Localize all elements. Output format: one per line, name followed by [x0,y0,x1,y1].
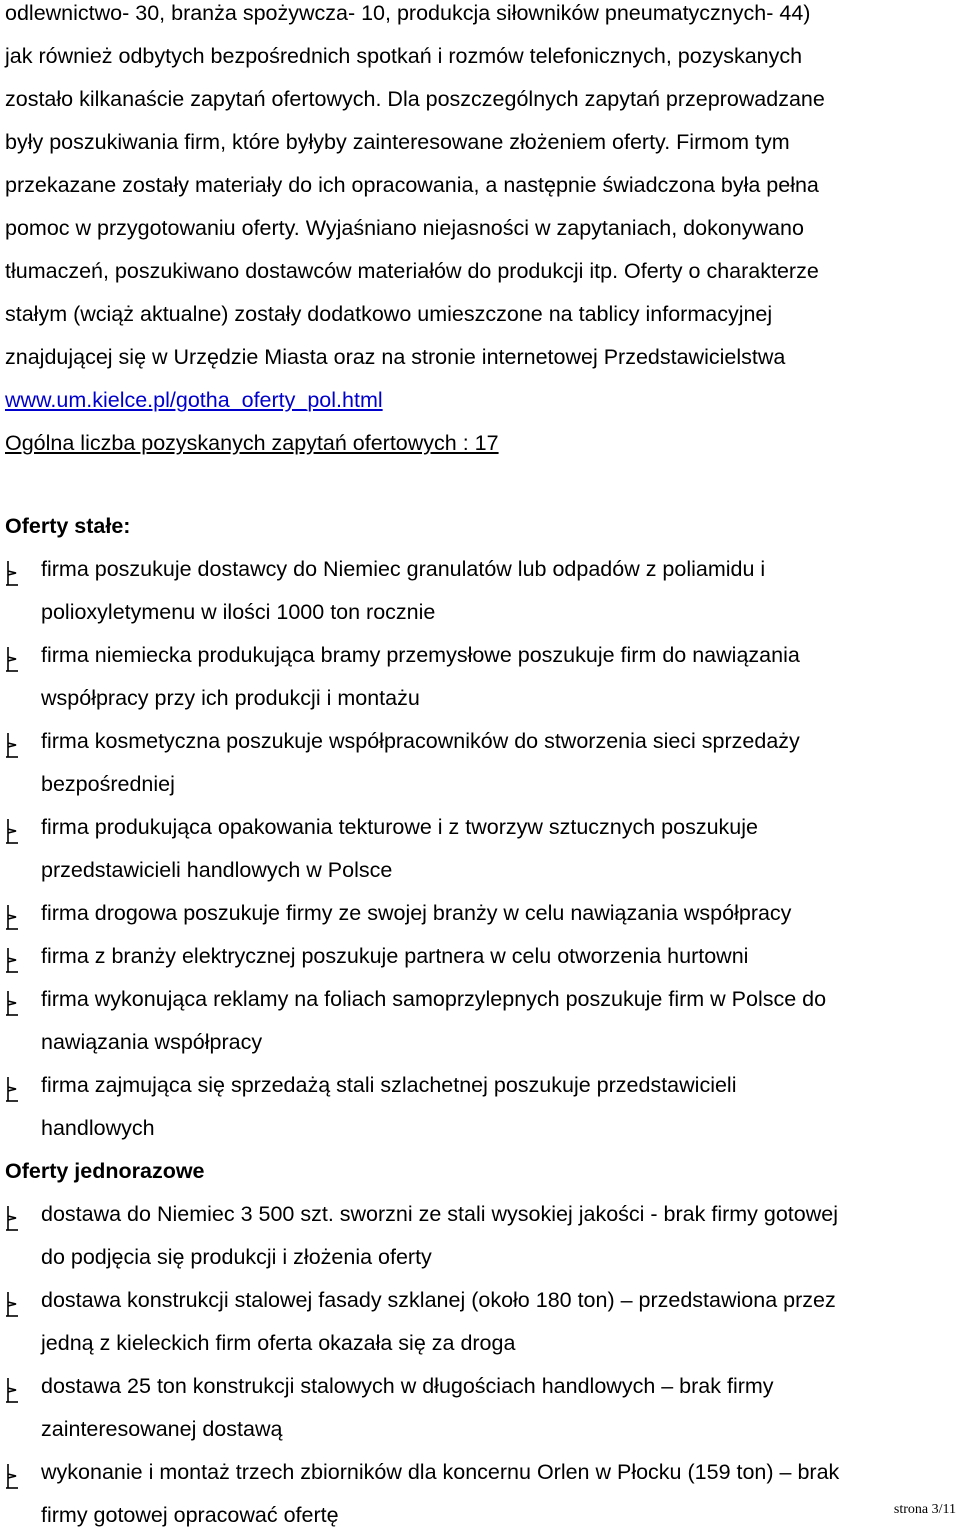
bullet-icon [5,560,19,586]
bullet-icon [5,1463,19,1489]
intro-line: zostało kilkanaście zapytań ofertowych. Dla poszczególnych zapytań przeprowadzane [5,87,825,111]
list-item-line: polioxyletymenu w ilości 1000 ton rocznie [41,600,436,624]
list-item [5,548,955,634]
onetime-offers-list [5,1193,955,1537]
intro-line: pomoc w przygotowaniu oferty. Wyjaśniano niejasności w zapytaniach, dokonywano [5,216,804,240]
list-item [5,1279,955,1365]
list-item-line: firmy gotowej opracować ofertę [41,1503,339,1527]
list-item-line: firma kosmetyczna poszukuje współpracowników do stworzenia sieci sprzedaży [41,729,800,753]
list-item [5,1365,955,1451]
list-item-line: dostawa do Niemiec 3 500 szt. sworzni ze stali wysokiej jakości - brak firmy gotowej [41,1202,838,1226]
list-item-line: przedstawicieli handlowych w Polsce [41,858,393,882]
list-item [5,1193,955,1279]
list-item-line: do podjęcia się produkcji i złożenia oferty [41,1245,432,1269]
intro-line: przekazane zostały materiały do ich opracowania, a następnie świadczona była pełna [5,173,819,197]
list-item [5,634,955,720]
list-item-line: firma zajmująca się sprzedażą stali szlachetnej poszukuje przedstawicieli [41,1073,737,1097]
bullet-icon [5,1377,19,1403]
bullet-icon [5,904,19,930]
list-item [5,806,955,892]
bullet-icon [5,818,19,844]
list-item-line: nawiązania współpracy [41,1030,263,1054]
intro-line: były poszukiwania firm, które byłyby zainteresowane złożeniem oferty. Firmom tym [5,130,790,154]
list-item-line: firma wykonująca reklamy na foliach samoprzylepnych poszukuje firm w Polsce do [41,987,827,1011]
page-number: strona 3/11 [893,1502,956,1517]
list-item-line: firma poszukuje dostawcy do Niemiec granulatów lub odpadów z poliamidu i [41,557,766,581]
document-page [5,0,955,1537]
list-item-line: dostawa konstrukcji stalowej fasady szklanej (około 180 ton) – przedstawiona przez [41,1288,836,1312]
spacer [5,465,955,505]
list-item-line: firma niemiecka produkująca bramy przemysłowe poszukuje firm do nawiązania [41,643,800,667]
intro-line: znajdującej się w Urzędzie Miasta oraz na stronie internetowej Przedstawicielstwa [5,345,786,369]
list-item [5,1451,955,1537]
bullet-icon [5,646,19,672]
list-item-line: jedną z kieleckich firm oferta okazała się za droga [41,1331,516,1355]
list-item-line: firma produkująca opakowania tekturowe i z tworzyw sztucznych poszukuje [41,815,758,839]
list-item-line: bezpośredniej [41,772,175,796]
intro-line: odlewnictwo- 30, branża spożywcza- 10, produkcja siłowników pneumatycznych- 44) [5,1,811,25]
summary-text: Ogólna liczba pozyskanych zapytań ofertowych : 17 [5,431,499,455]
list-item [5,1064,955,1150]
bullet-icon [5,1291,19,1317]
offers-link[interactable]: www.um.kielce.pl/gotha_oferty_pol.html [5,388,383,412]
bullet-icon [5,732,19,758]
bullet-icon [5,990,19,1016]
intro-line: tłumaczeń, poszukiwano dostawców materiałów do produkcji itp. Oferty o charakterze [5,259,819,283]
list-item-line: firma drogowa poszukuje firmy ze swojej branży w celu nawiązania współpracy [41,901,792,925]
list-item-line: firma z branży elektrycznej poszukuje partnera w celu otworzenia hurtowni [41,944,749,968]
bullet-icon [5,947,19,973]
section-heading-permanent: Oferty stałe: [5,514,131,538]
list-item-line: dostawa 25 ton konstrukcji stalowych w długościach handlowych – brak firmy [41,1374,774,1398]
summary-line [5,422,955,465]
intro-paragraph [5,0,955,379]
intro-line: jak również odbytych bezpośrednich spotkań i rozmów telefonicznych, pozyskanych [5,44,803,68]
list-item-line: zainteresowanej dostawą [41,1417,283,1441]
section-heading-onetime: Oferty jednorazowe [5,1159,205,1183]
list-item-line: współpracy przy ich produkcji i montażu [41,686,420,710]
link-line [5,379,955,422]
intro-line: stałym (wciąż aktualne) zostały dodatkowo umieszczone na tablicy informacyjnej [5,302,773,326]
list-item [5,720,955,806]
list-item [5,892,955,935]
list-item-line: handlowych [41,1116,155,1140]
list-item-line: wykonanie i montaż trzech zbiorników dla koncernu Orlen w Płocku (159 ton) – brak [41,1460,840,1484]
list-item [5,935,955,978]
bullet-icon [5,1076,19,1102]
permanent-offers-list [5,548,955,1150]
bullet-icon [5,1205,19,1231]
list-item [5,978,955,1064]
